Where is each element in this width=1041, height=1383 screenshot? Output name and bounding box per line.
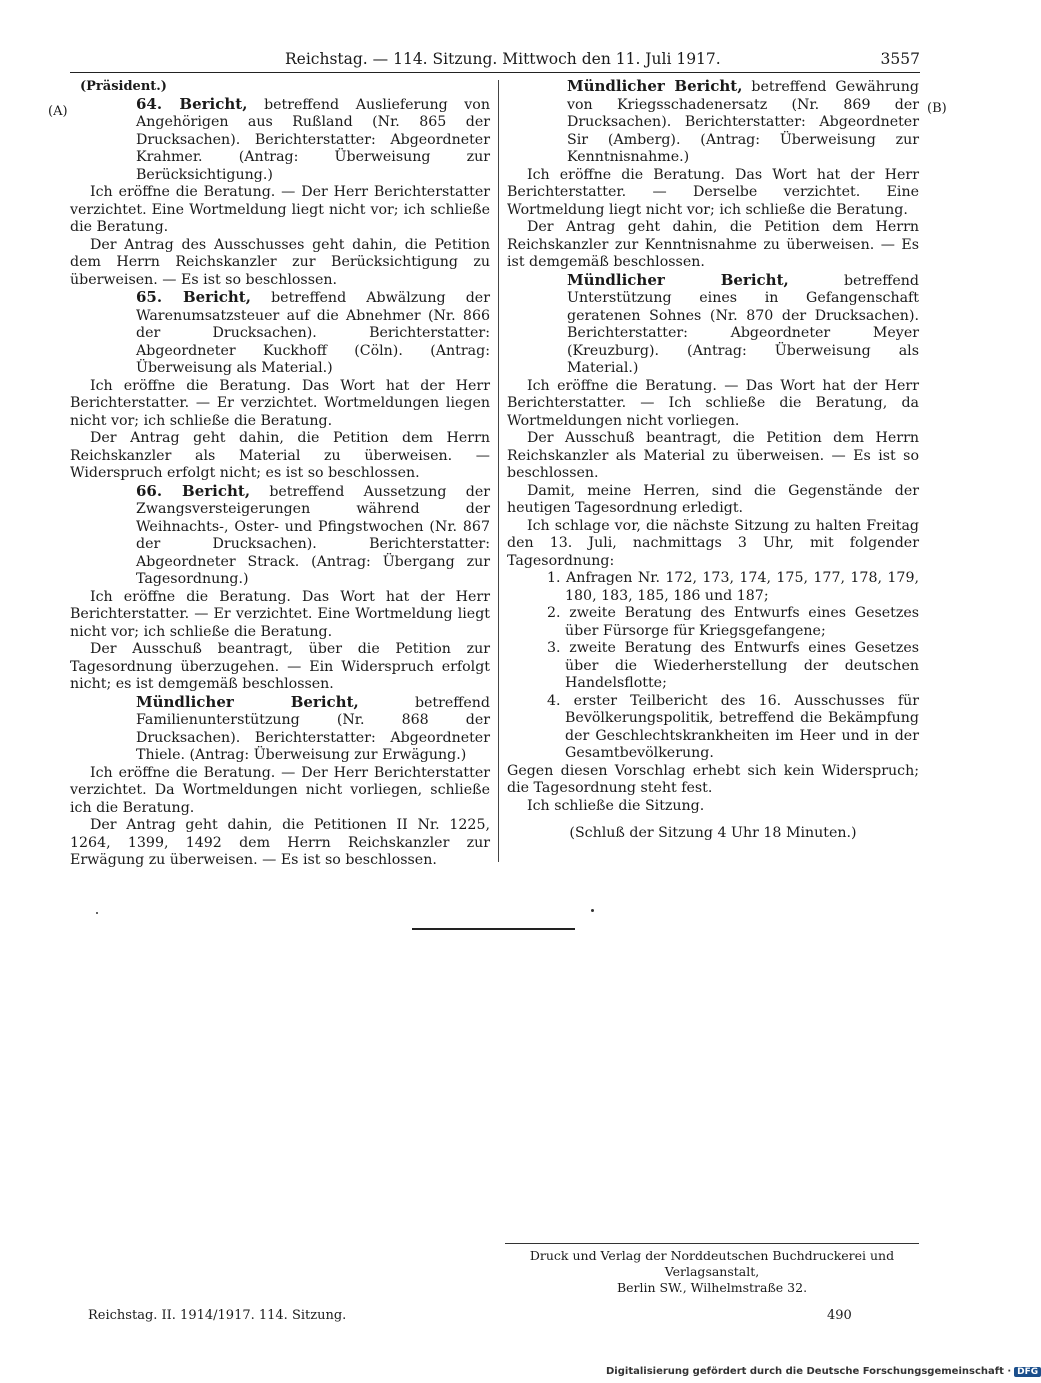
end-rule xyxy=(412,928,575,930)
printer-rule xyxy=(505,1243,919,1244)
item-66-text: betreffend Aussetzung der Zwangsversteigerungen während der Weihnachts-, Oster- und Pfingstwochen (Nr. 867 der Drucksachen). Berichterstatter: Abgeordneter Strack. (Antrag: Übergang zur Tagesordnung.) xyxy=(136,483,490,587)
paragraph: Ich schließe die Sitzung. xyxy=(527,797,705,814)
item-oral-report-868 xyxy=(70,694,490,765)
agenda-item: 4. erster Teilbericht des 16. Ausschusses für Bevölkerungspolitik, betreffend die Bekämpfung der Geschlechtskrankheiten im Heer und in der Gesamtbevölkerung. xyxy=(547,692,919,761)
item-64 xyxy=(70,96,490,185)
agenda-item: 2. zweite Beratung des Entwurfs eines Gesetzes über Fürsorge für Kriegsgefangene; xyxy=(547,605,919,639)
item-64-text: betreffend Auslieferung von Angehörigen aus Rußland (Nr. 865 der Drucksachen). Berichterstatter: Abgeordneter Krahmer. (Antrag: Überweisung zur Berücksichtigung.) xyxy=(136,96,490,183)
item-65-label: 65. Bericht, xyxy=(136,288,251,306)
page-number: 3557 xyxy=(880,50,920,68)
paragraph: Ich eröffne die Beratung. — Das Wort hat der Herr Berichterstatter. — Ich schließe die Beratung, da Wortmeldungen nicht vorliegen. xyxy=(507,377,919,429)
paragraph: Der Ausschuß beantragt, über die Petition zur Tagesordnung überzugehen. — Ein Widerspruch erfolgt nicht; es ist demgemäß beschlossen. xyxy=(70,641,490,692)
running-header xyxy=(70,50,920,72)
item-66 xyxy=(70,483,490,589)
print-speck xyxy=(96,912,98,914)
footer-number: 490 xyxy=(827,1308,852,1323)
dfg-credit xyxy=(606,1366,1041,1377)
speaker-label: (Präsident.) xyxy=(80,79,167,94)
margin-mark-a: (A) xyxy=(48,104,68,119)
item-oral-report-869-label: Mündlicher Bericht, xyxy=(567,77,743,95)
paragraph: Damit, meine Herren, sind die Gegenstände der heutigen Tagesordnung erledigt. xyxy=(507,482,919,516)
paragraph: Der Antrag geht dahin, die Petition dem Herrn Reichskanzler zur Kenntnisnahme zu überweisen. — Es ist demgemäß beschlossen. xyxy=(507,219,919,270)
paragraph: Der Antrag des Ausschusses geht dahin, die Petition dem Herrn Reichskanzler zur Berücksichtigung zu überweisen. — Es ist so beschlossen. xyxy=(70,236,490,288)
left-column xyxy=(70,78,490,870)
item-64-label: 64. Bericht, xyxy=(136,94,248,113)
agenda-item: 1. Anfragen Nr. 172, 173, 174, 175, 177, 178, 179, 180, 183, 185, 186 und 187; xyxy=(547,570,919,604)
column-divider xyxy=(498,80,499,862)
paragraph: Der Ausschuß beantragt, die Petition dem Herrn Reichskanzler als Material zu überweisen. — Es ist so beschlossen. xyxy=(507,430,919,481)
paragraph: Der Antrag geht dahin, die Petitionen II Nr. 1225, 1264, 1399, 1492 dem Herrn Reichskanzler zur Erwägung zu überweisen. — Es ist so beschlossen. xyxy=(70,817,490,868)
paragraph: Gegen diesen Vorschlag erhebt sich kein Widerspruch; die Tagesordnung steht fest. xyxy=(507,762,919,796)
paragraph: Ich eröffne die Beratung. Das Wort hat der Herr Berichterstatter. — Derselbe verzichtet. Eine Wortmeldung liegt nicht vor; ich schließe die Beratung. xyxy=(507,166,919,218)
dfg-logo-icon: DFG xyxy=(1014,1367,1041,1377)
item-65 xyxy=(70,289,490,378)
item-66-label: 66. Bericht, xyxy=(136,481,251,500)
paragraph: Ich schlage vor, die nächste Sitzung zu halten Freitag den 13. Juli, nachmittags 3 Uhr, mit folgender Tagesordnung: xyxy=(507,517,919,569)
header-title: Reichstag. — 114. Sitzung. Mittwoch den 11. Juli 1917. xyxy=(285,50,721,68)
margin-mark-b: (B) xyxy=(927,101,947,116)
print-speck xyxy=(591,909,594,912)
item-oral-report-869 xyxy=(507,78,919,167)
item-oral-report-870 xyxy=(507,272,919,378)
paragraph: Ich eröffne die Beratung. Das Wort hat der Herr Berichterstatter. — Er verzichtet. Eine Wortmeldung liegt nicht vor; ich schließe die Beratung. xyxy=(70,588,490,640)
header-rule xyxy=(70,72,920,73)
right-column xyxy=(507,78,919,843)
printer-line-1: Druck und Verlag der Norddeutschen Buchdruckerei und Verlagsanstalt, xyxy=(529,1248,895,1279)
item-65-text: betreffend Abwälzung der Warenumsatzsteuer auf die Abnehmer (Nr. 866 der Drucksachen). Berichterstatter: Abgeordneter Kuckhoff (Cöln). (Antrag: Überweisung als Material.) xyxy=(136,290,490,376)
item-oral-report-868-label: Mündlicher Bericht, xyxy=(136,692,359,711)
footer-signature: Reichstag. II. 1914/1917. 114. Sitzung. xyxy=(88,1308,347,1323)
paragraph: Ich eröffne die Beratung. — Der Herr Berichterstatter verzichtet. Eine Wortmeldung liegt nicht vor; ich schließe die Beratung. xyxy=(70,184,490,235)
item-oral-report-870-label: Mündlicher Bericht, xyxy=(567,270,789,289)
paragraph: Der Antrag geht dahin, die Petition dem Herrn Reichskanzler als Material zu überweisen. — Widerspruch erfolgt nicht; es ist so beschlossen. xyxy=(70,430,490,481)
item-oral-report-869-text: betreffend Gewährung von Kriegsschadenersatz (Nr. 869 der Drucksachen). Berichterstatter: Abgeordneter Sir (Amberg). (Antrag: Überweisung zur Kenntnisnahme.) xyxy=(567,79,919,165)
agenda-item: 3. zweite Beratung des Entwurfs eines Gesetzes über die Wiederherstellung der deutschen Handelsflotte; xyxy=(547,640,919,691)
agenda-list xyxy=(507,570,919,763)
printer-imprint xyxy=(505,1248,919,1296)
printer-line-2: Berlin SW., Wilhelmstraße 32. xyxy=(616,1280,808,1295)
paragraph: Ich eröffne die Beratung. — Der Herr Berichterstatter verzichtet. Da Wortmeldungen nicht vorliegen, schließe ich die Beratung. xyxy=(70,764,490,816)
item-oral-report-868-text: betreffend Familienunterstützung (Nr. 868 der Drucksachen). Berichterstatter: Abgeordneter Thiele. (Antrag: Überweisung zur Erwägung.) xyxy=(136,694,490,763)
paragraph: Ich eröffne die Beratung. Das Wort hat der Herr Berichterstatter. — Er verzichtet. Wortmeldungen liegen nicht vor; ich schließe die Beratung. xyxy=(70,377,490,429)
session-closing: (Schluß der Sitzung 4 Uhr 18 Minuten.) xyxy=(569,825,857,841)
item-oral-report-870-text: betreffend Unterstützung eines in Gefangenschaft geratenen Sohnes (Nr. 870 der Drucksachen). Berichterstatter: Abgeordneter Meyer (Kreuzburg). (Antrag: Überweisung als Material.) xyxy=(567,272,919,376)
dfg-credit-text: Digitalisierung gefördert durch die Deutsche Forschungsgemeinschaft · xyxy=(606,1366,1012,1377)
